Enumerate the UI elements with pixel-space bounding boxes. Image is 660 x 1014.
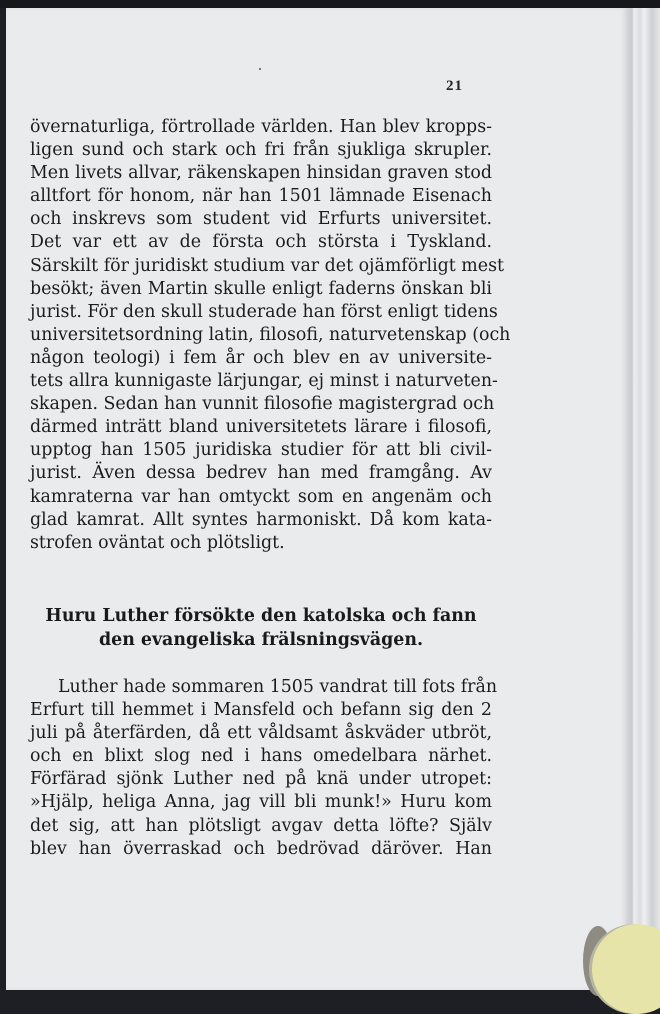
text-line: universitetsordning latin, filosofi, naturvetenskap (och: [30, 324, 511, 345]
page-number: 21: [446, 78, 463, 94]
text-line: skapen. Sedan han vunnit filosofie magistergrad och: [30, 394, 495, 415]
text-line: upptog han 1505 juridiska studier för att bli civil-: [30, 440, 492, 461]
text-line: Särskilt för juridiskt studium var det ojämförligt mest: [30, 255, 504, 276]
text-line: glad kamrat. Allt syntes harmoniskt. Då kom kata-: [30, 509, 492, 530]
text-line: Förfärad sjönk Luther ned på knä under utropet:: [30, 769, 492, 790]
text-line: tets allra kunnigaste lärjungar, ej minst i naturveten-: [30, 371, 498, 392]
paragraph-1: [30, 116, 511, 555]
text-line: och en blixt slog ned i hans omedelbara närhet.: [30, 746, 492, 767]
paragraph-2: [30, 676, 498, 861]
text-line: Men livets allvar, räkenskapen hinsidan graven stod: [30, 163, 492, 184]
text-line: blev han överraskad och bedrövad däröver. Han: [30, 838, 492, 859]
text-line: Luther hade sommaren 1505 vandrat till fots från: [58, 677, 498, 697]
text-line: Erfurt till hemmet i Mansfeld och befann sig den 2: [30, 700, 492, 721]
heading-line: den evangeliska frälsningsvägen.: [98, 629, 424, 650]
text-line: jurist. För den skull studerade han först enligt tidens: [30, 301, 498, 322]
text-line: övernaturliga, förtrollade världen. Han blev kropps-: [30, 117, 492, 137]
page-edges: [626, 8, 660, 990]
text-line: någon teologi) i fem år och blev en av universite-: [30, 347, 492, 368]
text-line: därmed inträtt bland universitetets lärare i filosofi,: [30, 417, 492, 438]
text-line: kamraterna var han omtyckt som en angenäm och: [30, 486, 492, 507]
text-line: juli på återfärden, då ett våldsamt åskväder utbröt,: [30, 723, 492, 744]
text-line: strofen oväntat och plötsligt.: [30, 532, 285, 553]
text-line: alltfort för honom, när han 1501 lämnade Eisenach: [30, 186, 492, 207]
text-line: jurist. Även dessa bedrev han med framgång. Av: [30, 463, 492, 484]
text-line: det sig, att han plötsligt avgav detta löfte? Själv: [30, 815, 492, 836]
text-line: »Hjälp, heliga Anna, jag vill bli munk!» Huru kom: [30, 792, 492, 813]
text-line: och inskrevs som student vid Erfurts universitet.: [30, 209, 492, 230]
text-line: besökt; även Martin skulle enligt faderns önskan bli: [30, 278, 492, 299]
print-speck: [259, 68, 261, 70]
heading-line: Huru Luther försökte den katolska och fann: [45, 606, 477, 626]
text-line: ligen sund och stark och fri från sjukliga skrupler.: [30, 140, 492, 161]
section-heading: [30, 605, 492, 652]
background-top-band: [0, 0, 660, 8]
text-line: Det var ett av de första och största i Tyskland.: [30, 232, 492, 253]
